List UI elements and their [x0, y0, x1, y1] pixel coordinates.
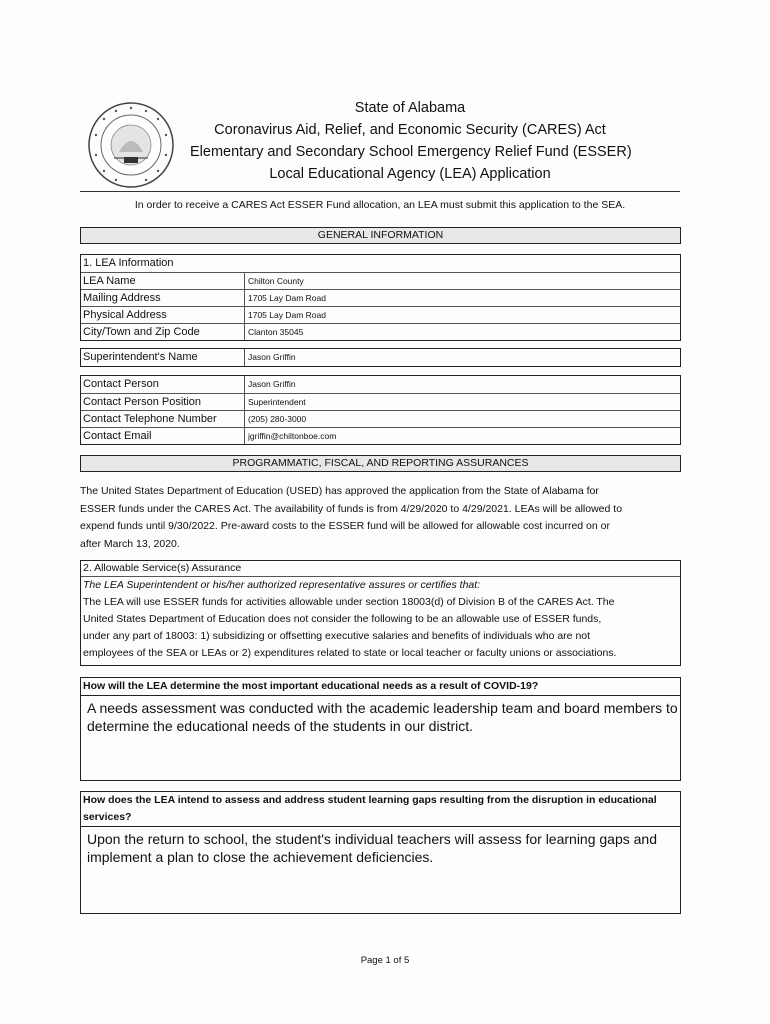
lea-information-table: [80, 254, 681, 341]
document-title: [190, 97, 630, 185]
contact-person-field[interactable]: Jason Griffin: [248, 379, 296, 389]
intro-text: In order to receive a CARES Act ESSER Fund allocation, an LEA must submit this application to the SEA.: [134, 199, 626, 211]
title-line-4: Local Educational Agency (LEA) Application: [269, 166, 551, 182]
needs-question-box: [80, 677, 681, 781]
table-row: [81, 272, 680, 289]
superintendent-field[interactable]: Jason Griffin: [248, 352, 296, 362]
title-line-3: Elementary and Secondary School Emergency Relief Fund (ESSER): [190, 144, 632, 160]
answer-line: Upon the return to school, the student's individual teachers will assess for learning gaps and: [87, 831, 658, 847]
answer-line: implement a plan to close the achievement deficiencies.: [87, 849, 434, 865]
page-number: Page 1 of 5: [360, 955, 410, 966]
lea-information-header: [81, 255, 680, 272]
body-line: The LEA will use ESSER funds for activities allowable under section 18003(d) of Division B of the CARES Act. The: [83, 596, 615, 608]
body-line: under any part of 18003: 1) subsidizing or offsetting executive salaries and benefits of individuals who are not: [83, 630, 591, 642]
paragraph-line: after March 13, 2020.: [80, 537, 180, 550]
learning-gaps-question-box: [80, 791, 681, 914]
needs-question: [81, 678, 680, 696]
superintendent-table: [80, 348, 681, 367]
table-row: [81, 376, 680, 393]
answer-line: determine the educational needs of the students in our district.: [87, 718, 474, 734]
learning-gaps-question: [81, 792, 680, 827]
allowable-services-subtitle: The LEA Superintendent or his/her authorized representative assures or certifies that:: [83, 579, 481, 591]
question-line: How does the LEA intend to assess and address student learning gaps resulting from the disruption in educational: [83, 794, 657, 806]
city-zip-field[interactable]: Clanton 35045: [248, 327, 304, 337]
allowable-services-title: 2. Allowable Service(s) Assurance: [81, 561, 680, 577]
allowable-services-body: [81, 594, 680, 662]
lea-information-title: 1. LEA Information: [83, 257, 174, 269]
lea-name-field[interactable]: Chilton County: [248, 276, 304, 286]
contact-phone-label: Contact Telephone Number: [81, 411, 245, 427]
body-line: United States Department of Education does not consider the following to be an allowable use of ESSER funds,: [83, 613, 602, 625]
learning-gaps-answer-field[interactable]: [81, 827, 680, 869]
paragraph-line: ESSER funds under the CARES Act. The availability of funds is from 4/29/2020 to 4/29/2021. LEAs will be allowed to: [80, 502, 623, 515]
contact-position-label: Contact Person Position: [81, 394, 245, 410]
state-seal-icon: [86, 100, 176, 190]
header-divider: [80, 191, 680, 192]
table-row: [81, 410, 680, 427]
title-line-1: State of Alabama: [354, 100, 466, 116]
table-row: [81, 289, 680, 306]
needs-answer-field[interactable]: [81, 696, 680, 738]
allowable-services-box: [80, 560, 681, 666]
physical-address-label: Physical Address: [81, 307, 245, 323]
paragraph-line: expend funds until 9/30/2022. Pre-award costs to the ESSER fund will be allowed for allowable cost incurred on or: [80, 520, 610, 532]
title-line-2: Coronavirus Aid, Relief, and Economic Security (CARES) Act: [214, 122, 606, 138]
contact-position-field[interactable]: Superintendent: [248, 397, 306, 407]
contact-person-label: Contact Person: [81, 376, 245, 393]
lea-name-label: LEA Name: [81, 273, 245, 289]
physical-address-field[interactable]: 1705 Lay Dam Road: [248, 310, 326, 320]
contact-table: [80, 375, 681, 445]
assurances-paragraph: [80, 483, 680, 553]
city-zip-label: City/Town and Zip Code: [81, 324, 245, 340]
general-information-bar: GENERAL INFORMATION: [80, 227, 681, 244]
mailing-address-field[interactable]: 1705 Lay Dam Road: [248, 293, 326, 303]
table-row: [81, 393, 680, 410]
assurances-bar: PROGRAMMATIC, FISCAL, AND REPORTING ASSURANCES: [80, 455, 681, 472]
mailing-address-label: Mailing Address: [81, 290, 245, 306]
contact-email-field[interactable]: jgriffin@chiltonboe.com: [248, 431, 337, 441]
body-line: employees of the SEA or LEAs or 2) expenditures related to state or local teacher or faculty unions or associations.: [83, 647, 617, 659]
answer-line: A needs assessment was conducted with the academic leadership team and board members to: [87, 700, 678, 716]
contact-email-label: Contact Email: [81, 428, 245, 444]
table-row: [81, 306, 680, 323]
table-row: [81, 349, 680, 366]
table-row: [81, 323, 680, 340]
paragraph-line: The United States Department of Education (USED) has approved the application from the State of Alabama for: [80, 485, 599, 497]
table-row: [81, 427, 680, 444]
question-line: services?: [83, 811, 132, 823]
superintendent-label: Superintendent's Name: [81, 349, 245, 366]
contact-phone-field[interactable]: (205) 280-3000: [248, 414, 307, 424]
question-line: How will the LEA determine the most important educational needs as a result of COVID-19?: [83, 680, 539, 692]
